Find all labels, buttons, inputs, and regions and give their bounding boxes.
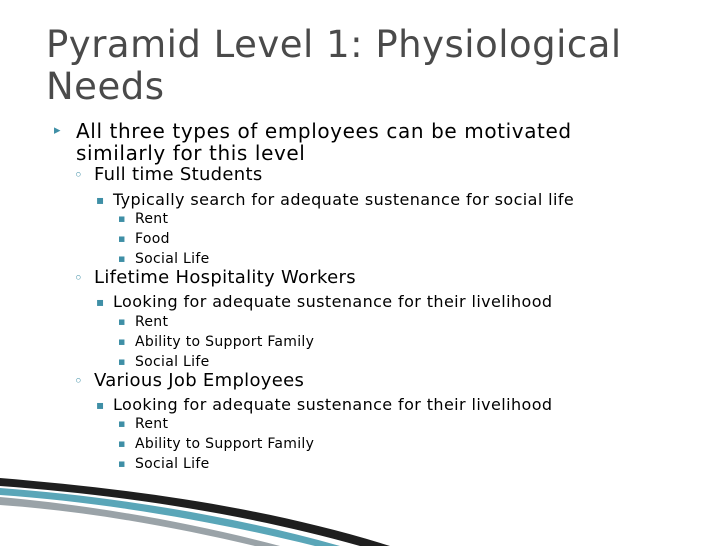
group-detail: Typically search for adequate sustenance for social life — [113, 190, 575, 209]
level4-bullet-icon: ▪ — [118, 417, 126, 430]
level2-bullet-icon: ◦ — [74, 372, 83, 390]
level4-bullet-icon: ▪ — [118, 355, 126, 368]
group-label: Full time Students — [94, 164, 263, 185]
level1-bullet-icon: ▸ — [54, 123, 61, 138]
level2-bullet-icon: ◦ — [74, 269, 83, 287]
group-item: Ability to Support Family — [135, 334, 315, 350]
group-item: Ability to Support Family — [135, 436, 315, 452]
swoosh-dark-stroke — [0, 478, 390, 546]
level4-bullet-icon: ▪ — [118, 457, 126, 470]
group-item: Rent — [135, 314, 169, 330]
main-point-text-cont: similarly for this level — [76, 141, 306, 165]
level3-bullet-icon: ▪ — [96, 398, 105, 412]
group-item: Rent — [135, 211, 169, 227]
level2-bullet-icon: ◦ — [74, 166, 83, 184]
group-detail: Looking for adequate sustenance for their livelihood — [113, 395, 553, 414]
group-item: Social Life — [135, 251, 210, 267]
group-label: Lifetime Hospitality Workers — [94, 267, 356, 288]
level4-bullet-icon: ▪ — [118, 212, 126, 225]
group-item: Food — [135, 231, 170, 247]
group-detail: Looking for adequate sustenance for their livelihood — [113, 292, 553, 311]
level4-bullet-icon: ▪ — [118, 232, 126, 245]
swoosh-teal-stroke — [0, 488, 340, 546]
level4-bullet-icon: ▪ — [118, 335, 126, 348]
slide-title: Pyramid Level 1: Physiological Needs — [46, 23, 622, 108]
level4-bullet-icon: ▪ — [118, 437, 126, 450]
level4-bullet-icon: ▪ — [118, 315, 126, 328]
main-point-text: All three types of employees can be motivated — [76, 119, 572, 143]
group-item: Social Life — [135, 354, 210, 370]
level4-bullet-icon: ▪ — [118, 252, 126, 265]
group-item: Rent — [135, 416, 169, 432]
level3-bullet-icon: ▪ — [96, 193, 105, 207]
group-item: Social Life — [135, 456, 210, 472]
group-label: Various Job Employees — [94, 370, 305, 391]
level3-bullet-icon: ▪ — [96, 295, 105, 309]
